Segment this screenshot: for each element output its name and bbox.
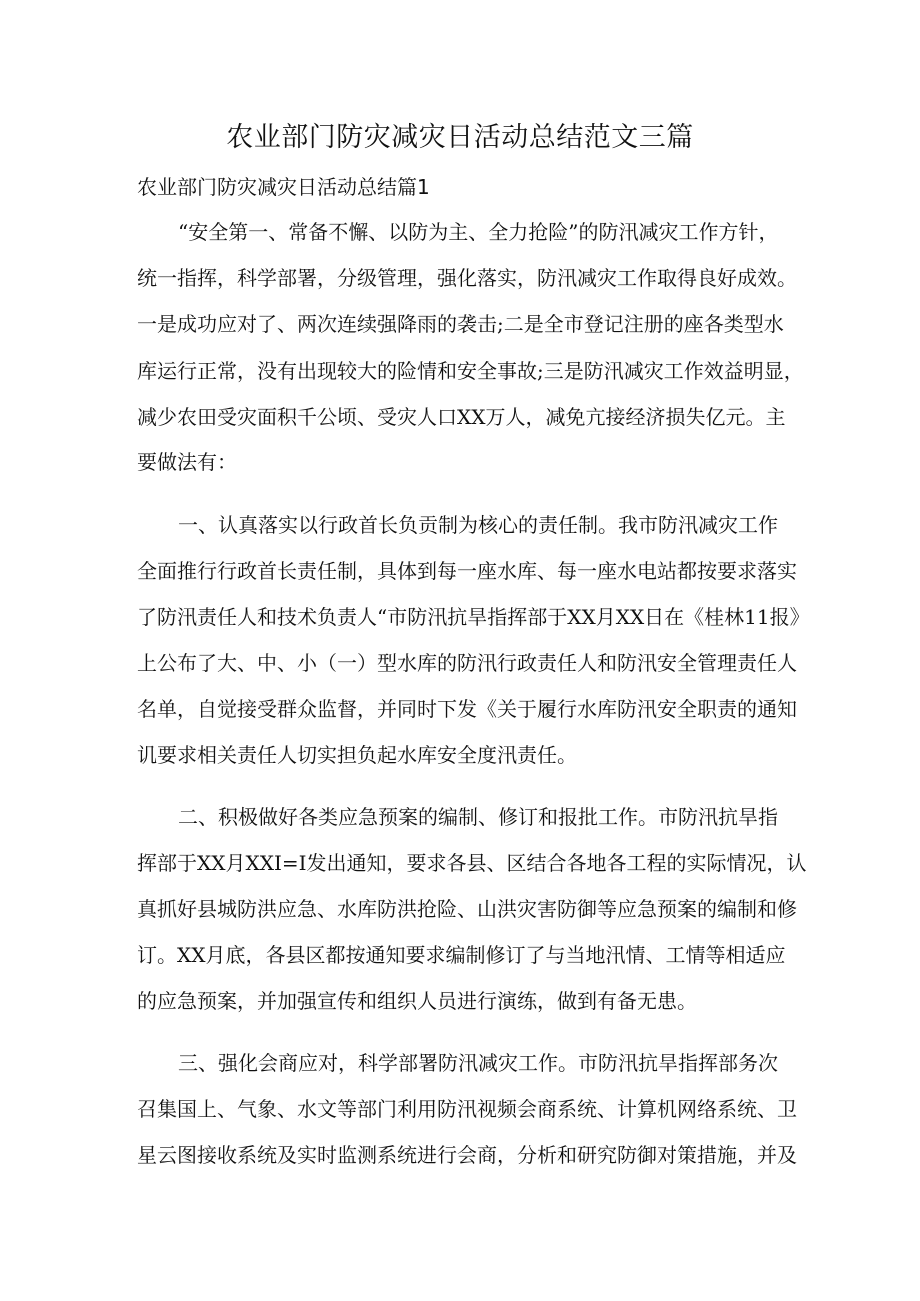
paragraph-line: 一、认真落实以行政首长负贡制为核心的责任制。我市防汛减灾工作 <box>178 513 778 537</box>
paragraph-line: 减少农田受灾面积千公顷、受灾人口XX万人，减免亢接经济损失亿元。主 <box>137 405 786 429</box>
paragraph-line: 上公布了大、中、小（一）型水库的防汛行政责任人和防汛安全管理责任人 <box>137 651 797 675</box>
paragraph-line: 库运行正常，没有出现较大的险情和安全事故;三是防汛减灾工作效益明显， <box>137 359 804 383</box>
paragraph-line: 三、强化会商应对，科学部署防汛减灾工作。市防汛抗旱指挥部务次 <box>178 1051 778 1075</box>
paragraph-line: 真抓好县城防洪应急、水库防洪抢险、山洪灾害防御等应急预案的编制和修 <box>137 897 797 921</box>
document-title: 农业部门防灾减灾日活动总结范文三篇 <box>226 122 694 153</box>
paragraph-line: 要做法有： <box>137 450 237 474</box>
paragraph-line: 星云图接收系统及实时监测系统进行会商，分析和研究防御对策措施，并及 <box>137 1143 797 1167</box>
paragraph-line: 挥部于XX月XXI=I发出通知，要求各县、区结合各地各工程的实际情况，认 <box>137 851 807 875</box>
paragraph-line: 名单，自觉接受群众监督，并同时下发《关于履行水库防汛安全职责的通知 <box>137 697 797 721</box>
paragraph-line: 召集国上、气象、水文等部门利用防汛视频会商系统、计算机网络系统、卫 <box>137 1097 797 1121</box>
paragraph-line: 全面推行行政首长责任制，具体到每一座水库、每一座水电站都按要求落实 <box>137 559 797 583</box>
paragraph-line: 讥要求相关责任人切实担负起水库安全度汛责任。 <box>137 743 577 767</box>
paragraph-line: 一是成功应对了、两次连续强降雨的袭击;二是全市登记注册的座各类型水 <box>137 312 784 336</box>
paragraph-line: 统一指挥，科学部署，分级管理，强化落实，防汛减灾工作取得良好成效。 <box>137 266 797 290</box>
paragraph-line: 的应急预案，并加强宣传和组织人员进行演练，做到有备无患。 <box>137 989 697 1013</box>
paragraph-line: 订。XX月底，各县区都按通知要求编制修订了与当地汛情、工情等相适应 <box>137 943 786 967</box>
section-heading: 农业部门防灾减灾日活动总结篇1 <box>137 175 430 199</box>
paragraph-line: “安全第一、常备不懈、以防为主、全力抢险”的防汛减灾工作方针， <box>178 220 779 244</box>
paragraph-line: 二、积极做好各类应急预案的编制、修订和报批工作。市防汛抗旱指 <box>178 805 778 829</box>
paragraph-line: 了防汛责任人和技术负责人“市防汛抗旱指挥部于XX月XX日在《桂林11报》 <box>137 605 810 629</box>
